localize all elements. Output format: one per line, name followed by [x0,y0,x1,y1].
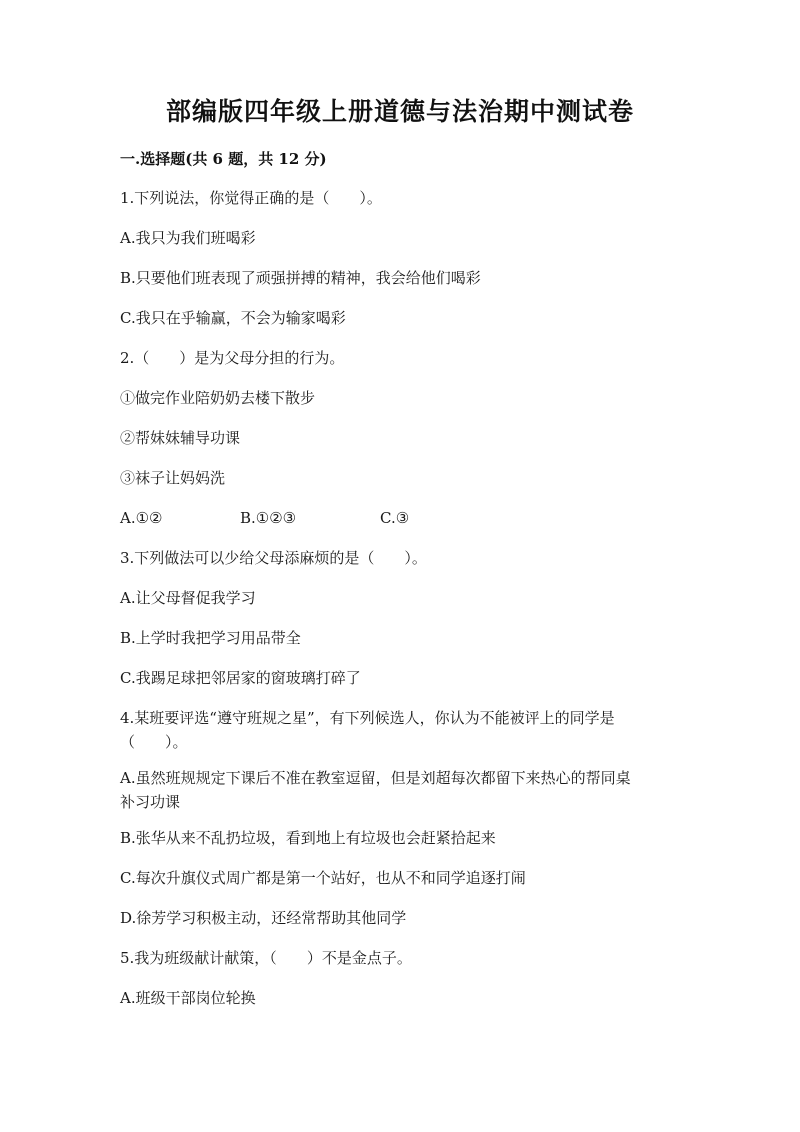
question-2-stem: 2.（ ）是为父母分担的行为。 [120,349,345,367]
page-title: 部编版四年级上册道德与法治期中测试卷 [165,97,634,126]
question-3-option-a: A.让父母督促我学习 [120,589,256,607]
question-4-option-a-line-2: 补习功课 [120,793,181,811]
question-1-stem: 1.下列说法，你觉得正确的是（ ）。 [120,189,382,207]
question-3-option-b: B.上学时我把学习用品带全 [120,629,301,647]
question-2-item-1: ①做完作业陪奶奶去楼下散步 [120,389,316,407]
question-2-option-a: A.①② [120,509,163,527]
question-4-option-c: C.每次升旗仪式周广都是第一个站好，也从不和同学追逐打闹 [120,869,526,887]
question-2-options [120,506,520,530]
question-2-item-2: ②帮妹妹辅导功课 [120,429,241,447]
section-heading: 一.选择题(共 6 题，共 12 分) [120,150,327,168]
question-2-option-c: C.③ [380,509,410,527]
question-5-stem: 5.我为班级献计献策，（ ）不是金点子。 [120,949,412,967]
question-3-stem: 3.下列做法可以少给父母添麻烦的是（ ）。 [120,549,427,567]
question-4-stem-line-1: 4.某班要评选“遵守班规之星”，有下列候选人，你认为不能被评上的同学是 [120,709,615,727]
question-2-option-b: B.①②③ [240,509,297,527]
question-5-option-a: A.班级干部岗位轮换 [120,989,256,1007]
question-1-option-a: A.我只为我们班喝彩 [120,229,256,247]
question-4-option-a-line-1: A.虽然班规规定下课后不准在教室逗留，但是刘超每次都留下来热心的帮同桌 [120,769,631,787]
question-4-option-b: B.张华从来不乱扔垃圾，看到地上有垃圾也会赶紧拾起来 [120,829,496,847]
question-3-option-c: C.我踢足球把邻居家的窗玻璃打碎了 [120,669,361,687]
question-1-option-b: B.只要他们班表现了顽强拼搏的精神，我会给他们喝彩 [120,269,481,287]
question-2-item-3: ③袜子让妈妈洗 [120,469,226,487]
question-4-option-d: D.徐芳学习积极主动，还经常帮助其他同学 [120,909,407,927]
question-4-stem-line-2: （ ）。 [120,733,188,751]
question-1-option-c: C.我只在乎输赢，不会为输家喝彩 [120,309,346,327]
